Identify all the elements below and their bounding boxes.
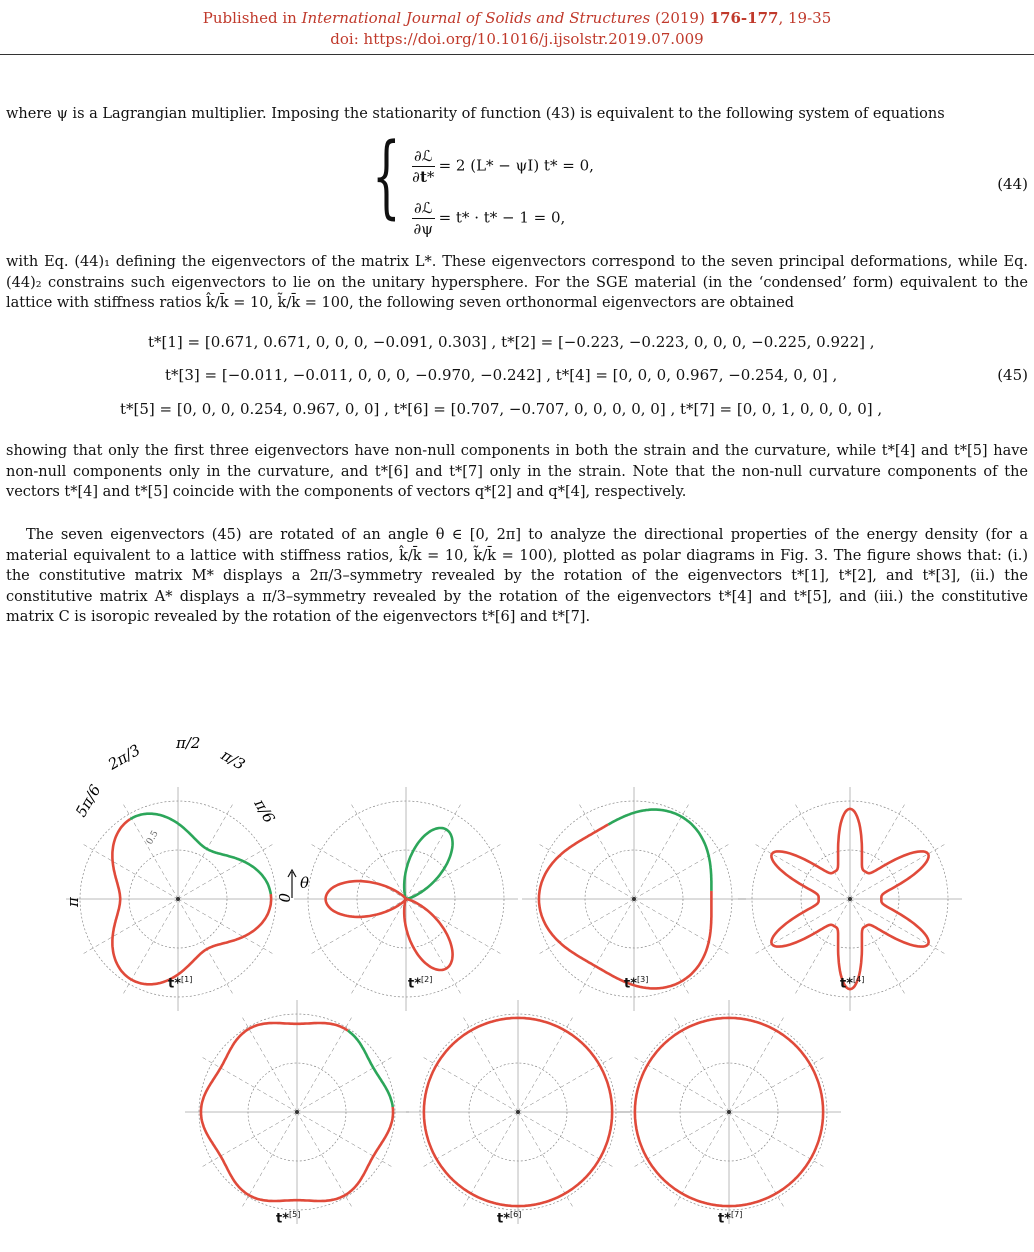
angle-label-zero: 0 [275,893,293,903]
angle-label-pi-half: π/2 [176,734,201,752]
energy-curve [348,1031,393,1107]
grid-ray [297,1056,394,1112]
header-prefix: Published in [202,9,302,27]
paragraph-1: where ψ is a Lagrangian multiplier. Imposing the stationarity of function (43) is equivalent to the following system of equations [6,106,945,122]
origin-dot [295,1110,299,1114]
polar-plot-5 [185,1000,409,1227]
paragraph-2: with Eq. (44)₁ defining the eigenvectors of the matrix L*. These eigenvectors correspond to the seven principal deformations, while Eq. (44)₂ constrains such eigenvectors to lie on the unitary hypersphere. For the SGE material (in the ‘condensed’ form) equivalent to the lattice with stiffness ratios k̂/k̄ = 10, k̃/k̄ = 100, the following seven orthonormal eigenvectors are obtained [6,254,1028,311]
equation-brace: { [372,124,401,229]
angle-label-pi-sixth: π/6 [250,796,279,827]
grid-ray [309,843,406,899]
eq44-line2-text: = t* · t* − 1 = 0, [438,208,566,227]
equation-number-44: (44) [997,175,1028,193]
angle-label-2pi-third: 2π/3 [105,740,144,774]
grid-ray [178,802,234,899]
grid-ray [122,802,178,899]
header-year: (2019) [650,9,710,27]
energy-curve [130,814,271,894]
grid-ray [81,843,178,899]
journal-name: International Journal of Solids and Structures [301,9,651,27]
plot-label-1: t*[1] [168,975,193,992]
theta-label: θ [300,874,310,892]
paragraph-4: The seven eigenvectors (45) are rotated of an angle θ ∈ [0, 2π] to analyze the directional properties of the energy density (for a material equivalent to a lattice with stiffness ratios, k̂/k̄ = 10, k̃/k̄ = 100), plotted as polar diagrams in Fig. 3. The figure shows that: (i.) the constitutive matrix M* displays a 2π/3–symmetry revealed by the rotation of the eigenvectors t*[1], t*[2], and t*[3], (ii.) the constitutive matrix A* displays a π/3–symmetry revealed by the rotation of the eigenvectors t*[4] and t*[5], and (iii.) the constitutive matrix C is isoropic revealed by the rotation of the eigenvectors t*[6] and t*[7]. [6,527,1028,625]
partial-fraction-t: $\frac{\text{∂ℒ}}{\partial t*}$ [412,147,435,186]
plot-label-6: t*[6] [497,1210,522,1227]
grid-ray [406,843,503,899]
grid-ray [634,843,731,899]
equation-45-line-2: t*[3] = [−0.011, −0.011, 0, 0, 0, −0.970, −0.242] , t*[4] = [0, 0, 0, 0.967, −0.254, 0, 0] , [165,366,838,384]
equation-number-45: (45) [997,366,1028,384]
grid-ray [178,843,275,899]
radius-label: 0.5 [144,829,161,847]
plot-label-2: t*[2] [408,975,433,992]
plot-label-7: t*[7] [718,1210,743,1227]
equation-45-line-1: t*[1] = [0.671, 0.671, 0, 0, 0, −0.091, 0.303] , t*[2] = [−0.223, −0.223, 0, 0, 0, −0.225, 0.922] , [148,333,875,351]
origin-dot [516,1110,520,1114]
plots-group [66,787,962,1227]
energy-curve [404,828,452,899]
grid-ray [537,843,634,899]
energy-curve [112,819,271,984]
eq44-line1-text: = 2 (L* − ψI) t* = 0, [438,156,594,175]
polar-plot-2 [294,787,518,1011]
plot-label-3: t*[3] [624,975,649,992]
grid-ray [200,1056,297,1112]
angle-label-pi: π [64,897,82,907]
paragraph-3: showing that only the first three eigenvectors have non-null components in both the strain and the curvature, while t*[4] and t*[5] have non-null components only in the curvature, and t*[6] and t*[7] only in the strain. Note that the non-null curvature components of the vectors t*[4] and t*[5] coincide with the components of vectors q*[2] and q*[4], respectively. [6,443,1028,500]
journal-volume: 176-177 [709,9,779,27]
plot-label-5: t*[5] [276,1210,301,1227]
energy-curve [539,825,712,992]
origin-dot [176,897,180,901]
partial-fraction-psi: $\frac{\text{∂ℒ}}{\partial\psi}$ [413,199,434,238]
plot-label-4: t*[4] [840,975,865,992]
angle-label-pi-third: π/3 [218,745,249,774]
origin-dot [848,897,852,901]
origin-dot [727,1110,731,1114]
origin-dot [632,897,636,901]
equation-45-line-3: t*[5] = [0, 0, 0, 0.254, 0.967, 0, 0] , t*[6] = [0.707, −0.707, 0, 0, 0, 0, 0] , t*[7] = [0, 0, 1, 0, 0, 0, 0] , [120,400,883,418]
journal-pages: , 19-35 [778,9,832,27]
energy-curve [608,810,711,891]
angle-annotations [64,734,309,908]
energy-curve [326,881,453,970]
angle-label-5pi-sixth: 5π/6 [71,781,105,820]
polar-plot-6 [406,1000,630,1227]
doi-link[interactable]: doi: https://doi.org/10.1016/j.ijsolstr.2019.07.009 [330,30,704,48]
polar-plot-7 [617,1000,841,1227]
